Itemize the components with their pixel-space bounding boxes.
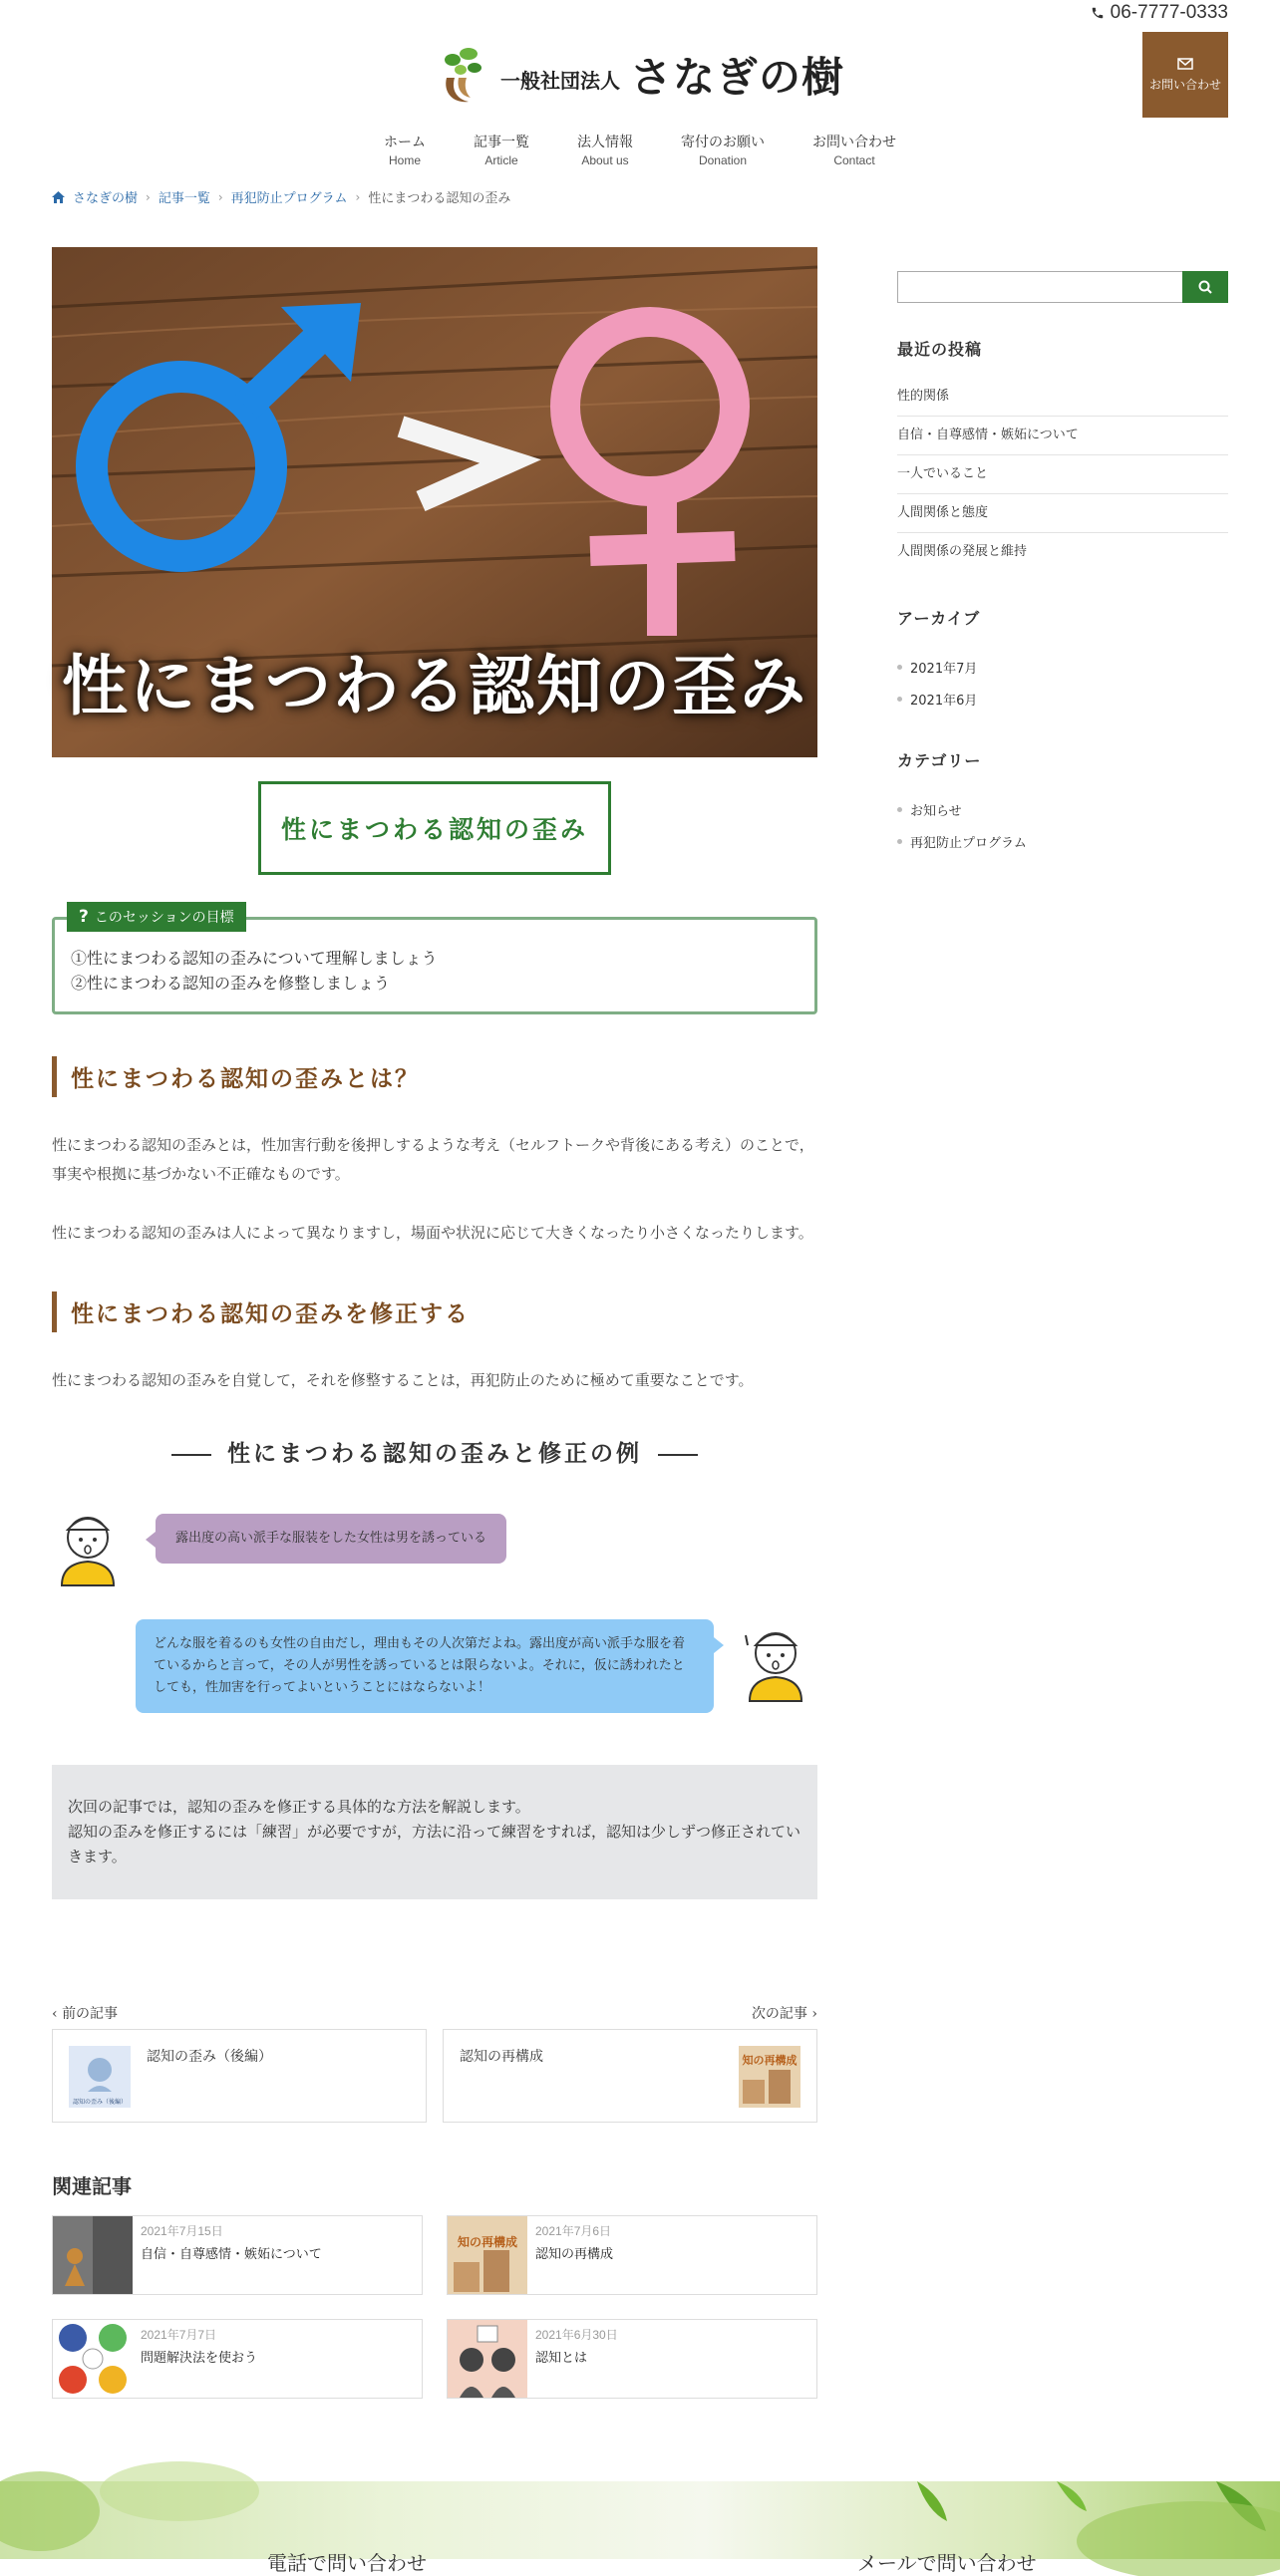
divider [171, 1454, 211, 1456]
mail-icon [1177, 58, 1193, 70]
chat-row-correction [52, 1615, 817, 1735]
site-logo[interactable] [433, 44, 844, 106]
archive-heading: アーカイブ [897, 609, 981, 628]
archive-link[interactable]: 2021年6月 [897, 683, 1228, 715]
related-thumbnail [53, 2216, 133, 2294]
footer-phone-heading: 電話で問い合わせ [267, 2551, 427, 2575]
nav-item-home[interactable] [360, 132, 450, 167]
related-title: 自信・自尊感情・嫉妬について [141, 2247, 322, 2262]
related-title: 認知の再構成 [535, 2247, 614, 2262]
nav-item-article[interactable] [450, 132, 553, 167]
question-icon: ? [79, 907, 89, 927]
tree-logo-icon [433, 44, 490, 106]
archive-list [897, 651, 1228, 715]
blocks-icon [739, 2046, 800, 2108]
nav-sublabel: Donation [698, 153, 748, 167]
prev-post-card[interactable] [52, 2029, 427, 2123]
search-icon [1198, 280, 1212, 294]
next-article-note [52, 1765, 817, 1899]
note-line: 次回の記事では，認知の歪みを修正する具体的な方法を解説します。 [68, 1798, 530, 1816]
search-input[interactable] [897, 271, 1182, 303]
category-link[interactable]: 再犯防止プログラム [897, 825, 1228, 857]
chat-row-distortion [52, 1498, 817, 1615]
category-heading: カテゴリー [897, 751, 982, 770]
next-post-label[interactable] [752, 2003, 817, 2023]
article-main [52, 247, 817, 2399]
nav-item-contact[interactable] [789, 132, 920, 167]
goal-label-text: このセッションの目標 [94, 910, 234, 926]
nav-label: 法人情報 [577, 135, 633, 150]
phone-number: 06-7777-0333 [1110, 2, 1228, 23]
session-goal-box [52, 907, 817, 1014]
related-date: 2021年6月30日 [535, 2328, 618, 2342]
breadcrumb-current: 性にまつわる認知の歪み [368, 191, 511, 206]
recent-post-link[interactable]: 自信・自尊感情・嫉妬について [897, 417, 1228, 455]
thumb-caption: 知の再構成 [457, 2235, 518, 2249]
logo-title: さなぎの樹 [630, 53, 845, 102]
recent-posts-heading: 最近の投稿 [897, 340, 983, 359]
breadcrumb [52, 187, 510, 206]
nav-item-about[interactable] [553, 132, 657, 167]
correction-bubble: どんな服を着るのも女性の自由だし，理由もその人次第だよね。露出度が高い派手な服を着ているからと言って，その人が男性を誘っているとは限らないよ。それに，仮に誘われたとしても，性加害を行ってよいということにはならないよ！ [136, 1619, 714, 1713]
related-item[interactable] [52, 2215, 423, 2295]
divider [658, 1454, 698, 1456]
related-item[interactable] [447, 2215, 817, 2295]
goal-item: ①性にまつわる認知の歪みについて理解しましょう [71, 949, 438, 968]
distortion-bubble: 露出度の高い派手な服装をした女性は男を誘っている [156, 1514, 506, 1564]
post-nav [52, 2029, 817, 2123]
section-heading: 性にまつわる認知の歪みとは？ [52, 1056, 817, 1097]
next-post-title: 認知の再構成 [460, 2049, 543, 2065]
breadcrumb-program[interactable]: 再犯防止プログラム [230, 191, 348, 206]
sidebar [897, 271, 1228, 857]
related-thumbnail [448, 2320, 527, 2398]
nav-sublabel: About us [581, 153, 629, 167]
example-heading [52, 1435, 817, 1468]
related-thumbnail [53, 2320, 133, 2398]
recent-post-link[interactable]: 性的関係 [897, 378, 1228, 417]
related-date: 2021年7月15日 [141, 2224, 223, 2238]
header-contact-button[interactable] [1142, 32, 1228, 118]
chevron-right-icon: › [355, 189, 361, 204]
chevron-right-icon: › [146, 189, 151, 204]
example-title-text: 性にまつわる認知の歪みと修正の例 [227, 1440, 642, 1467]
related-date: 2021年7月6日 [535, 2224, 612, 2238]
related-thumbnail [448, 2216, 527, 2294]
phone-icon [1091, 6, 1105, 20]
nav-label: 寄付のお願い [681, 135, 765, 150]
header-phone[interactable] [1091, 2, 1228, 24]
hero-title: 性にまつわる認知の歪み [62, 648, 807, 724]
brain-icon [69, 2046, 131, 2108]
chevron-right-icon: › [806, 2006, 817, 2022]
worker-avatar-icon [52, 1500, 124, 1587]
leaves-background [0, 2481, 1280, 2559]
section-heading: 性にまつわる認知の歪みを修正する [52, 1291, 817, 1332]
thumb-caption: 知の再構成 [742, 2054, 798, 2067]
thumb-caption: 認知の歪み（後編） [72, 2099, 128, 2106]
next-post-card[interactable] [443, 2029, 817, 2123]
footer-contact-band [0, 2481, 1280, 2575]
recent-post-link[interactable]: 人間関係と態度 [897, 494, 1228, 533]
nav-sublabel: Contact [833, 153, 875, 167]
footer-mail-heading: メールで問い合わせ [857, 2551, 1037, 2575]
nav-label: ホーム [384, 135, 426, 150]
breadcrumb-articles[interactable]: 記事一覧 [158, 191, 210, 206]
related-item[interactable] [52, 2319, 423, 2399]
logo-subtitle: 一般社団法人 [500, 68, 620, 93]
recent-post-link[interactable]: 人間関係の発展と維持 [897, 544, 1028, 559]
note-line: 認知の歪みを修正するには「練習」が必要ですが，方法に沿って練習をすれば，認知は少しずつ修正されていきます。 [68, 1823, 801, 1865]
prev-post-label[interactable] [52, 2003, 118, 2023]
category-link[interactable]: お知らせ [897, 793, 1228, 825]
prev-label-text: 前の記事 [62, 2006, 119, 2022]
search-form [897, 271, 1228, 303]
global-nav [0, 132, 1280, 167]
nav-sublabel: Home [388, 153, 421, 167]
breadcrumb-home[interactable]: さなぎの樹 [73, 191, 139, 206]
search-button[interactable] [1182, 271, 1228, 303]
nav-label: お問い合わせ [812, 135, 896, 150]
related-list [52, 2215, 817, 2399]
related-title: 問題解決法を使おう [141, 2351, 258, 2366]
recent-post-link[interactable]: 一人でいること [897, 455, 1228, 494]
post-nav-labels [52, 2003, 817, 2023]
archive-link[interactable]: 2021年7月 [897, 651, 1228, 683]
related-title: 認知とは [535, 2351, 588, 2366]
prev-post-thumbnail [69, 2046, 131, 2108]
related-date: 2021年7月7日 [141, 2328, 217, 2342]
session-goal-label [67, 902, 246, 932]
nav-item-donation[interactable] [657, 132, 789, 167]
contact-label: お問い合わせ [1148, 77, 1221, 92]
category-list [897, 793, 1228, 857]
next-label-text: 次の記事 [751, 2006, 807, 2022]
recent-posts-list [897, 378, 1228, 572]
prev-post-title: 認知の歪み（後編） [147, 2049, 272, 2065]
worker-avatar-icon [740, 1615, 811, 1703]
paragraph: 性にまつわる認知の歪みを自覚して，それを修整することは，再犯防止のために極めて重要なことです。 [52, 1371, 754, 1389]
home-icon [52, 191, 65, 203]
chevron-right-icon: › [217, 189, 223, 204]
chevron-left-icon: ‹ [52, 2006, 63, 2022]
nav-sublabel: Article [484, 153, 518, 167]
paragraph: 性にまつわる認知の歪みとは，性加害行動を後押しするような考え（セルフトークや背後にある考え）のことで，事実や根拠に基づかない不正確なものです。 [52, 1136, 814, 1183]
related-item[interactable] [447, 2319, 817, 2399]
nav-label: 記事一覧 [474, 135, 529, 150]
paragraph: 性にまつわる認知の歪みは人によって異なりますし，場面や状況に応じて大きくなったり小さくなったりします。 [52, 1224, 813, 1242]
related-heading: 関連記事 [52, 2174, 132, 2198]
hero-image [52, 247, 817, 757]
next-post-thumbnail [739, 2046, 800, 2108]
article-title: 性にまつわる認知の歪み [258, 781, 611, 875]
goal-item: ②性にまつわる認知の歪みを修整しましょう [71, 974, 391, 993]
